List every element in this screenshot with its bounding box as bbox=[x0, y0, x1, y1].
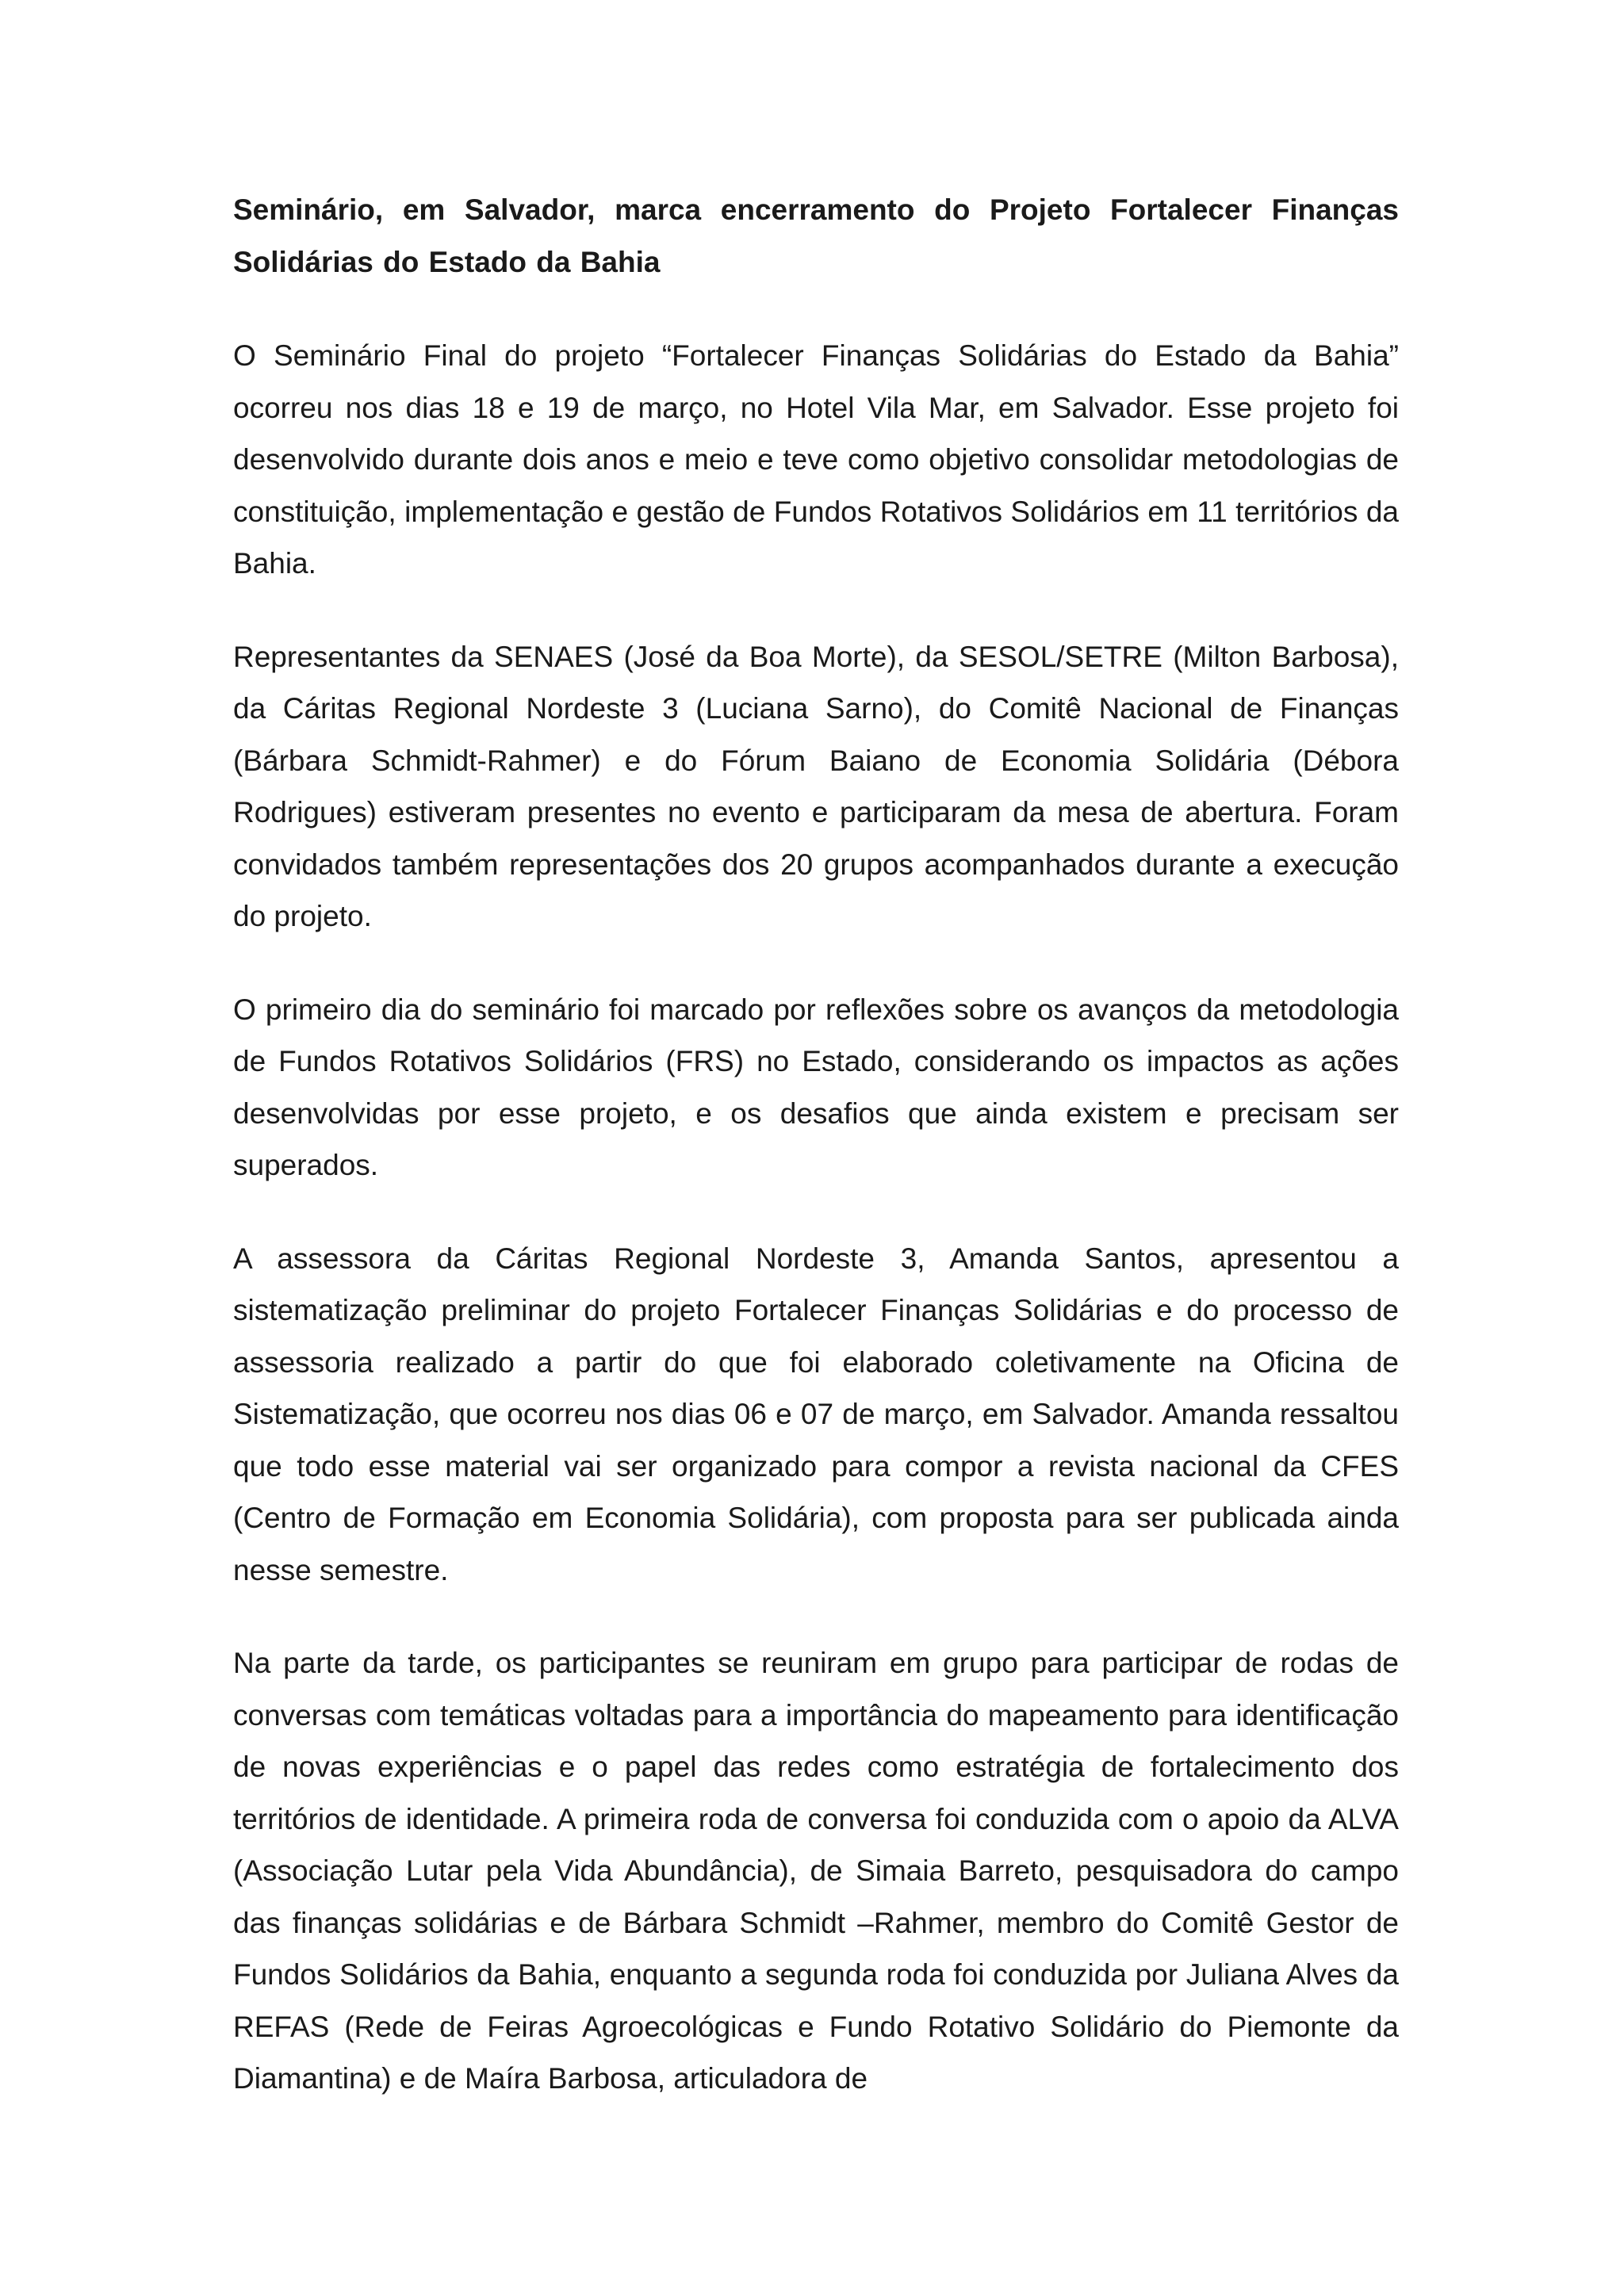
paragraph-5: Na parte da tarde, os participantes se reuniram em grupo para participar de rodas de conversas com temáticas voltadas para a importância do mapeamento para identificação de novas experiências e o papel das redes como estratégia de fortalecimento dos territórios de identidade. A primeira roda de conversa foi conduzida com o apoio da ALVA (Associação Lutar pela Vida Abundância), de Simaia Barreto, pesquisadora do campo das finanças solidárias e de Bárbara Schmidt –Rahmer, membro do Comitê Gestor de Fundos Solidários da Bahia, enquanto a segunda roda foi conduzida por Juliana Alves da REFAS (Rede de Feiras Agroecológicas e Fundo Rotativo Solidário do Piemonte da Diamantina) e de Maíra Barbosa, articuladora de bbox=[233, 1647, 1399, 2095]
document-title: Seminário, em Salvador, marca encerramento do Projeto Fortalecer Finanças Solidárias do Estado da Bahia bbox=[233, 193, 1399, 278]
document-body bbox=[233, 184, 1399, 2105]
paragraph-2: Representantes da SENAES (José da Boa Morte), da SESOL/SETRE (Milton Barbosa), da Cáritas Regional Nordeste 3 (Luciana Sarno), do Comitê Nacional de Finanças (Bárbara Schmidt-Rahmer) e do Fórum Baiano de Economia Solidária (Débora Rodrigues) estiveram presentes no evento e participaram da mesa de abertura. Foram convidados também representações dos 20 grupos acompanhados durante a execução do projeto. bbox=[233, 640, 1399, 932]
paragraph-1: O Seminário Final do projeto “Fortalecer Finanças Solidárias do Estado da Bahia” ocorreu nos dias 18 e 19 de março, no Hotel Vila Mar, em Salvador. Esse projeto foi desenvolvido durante dois anos e meio e teve como objetivo consolidar metodologias de constituição, implementação e gestão de Fundos Rotativos Solidários em 11 territórios da Bahia. bbox=[233, 339, 1399, 580]
paragraph-4: A assessora da Cáritas Regional Nordeste 3, Amanda Santos, apresentou a sistematização preliminar do projeto Fortalecer Finanças Solidárias e do processo de assessoria realizado a partir do que foi elaborado coletivamente na Oficina de Sistematização, que ocorreu nos dias 06 e 07 de março, em Salvador. Amanda ressaltou que todo esse material vai ser organizado para compor a revista nacional da CFES (Centro de Formação em Economia Solidária), com proposta para ser publicada ainda nesse semestre. bbox=[233, 1242, 1399, 1586]
paragraph-3: O primeiro dia do seminário foi marcado por reflexões sobre os avanços da metodologia de Fundos Rotativos Solidários (FRS) no Estado, considerando os impactos as ações desenvolvidas por esse projeto, e os desafios que ainda existem e precisam ser superados. bbox=[233, 993, 1399, 1181]
